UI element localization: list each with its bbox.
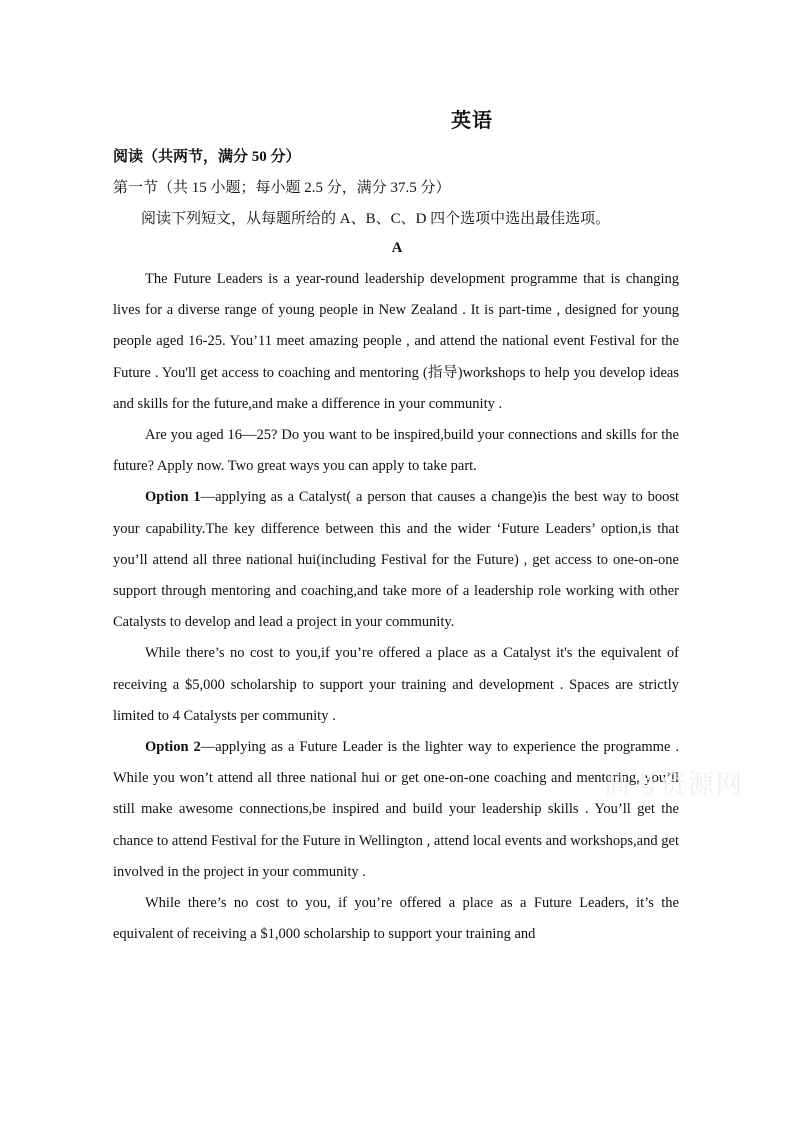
paragraph-1: The Future Leaders is a year-round leadership development programme that is changing lives for a diverse range of young people in New Zealand . It is part-time , designed for young people aged 16-25. You’11 meet amazing people , and attend the national event Festival for the Future . You'll get access to coaching and mentoring (指导)workshops to help you develop ideas and skills for the future,and make a difference in your community . bbox=[113, 271, 679, 412]
passage-body bbox=[113, 264, 679, 950]
option-2-label: Option 2 bbox=[145, 739, 201, 756]
page-title: 英语 bbox=[451, 110, 493, 132]
section-heading: 阅读（共两节，满分 50 分） bbox=[113, 149, 301, 165]
option-1-text: —applying as a Catalyst( a person that causes a change)is the best way to boost your capability.The key difference between this and the wider ‘Future Leaders’ option,is that you’ll attend all three national hui(including Festival for the Future) , get access to one-on-one support through mentoring and coaching,and take more of a leadership role working with other Catalysts to develop and lead a project in your community. bbox=[113, 489, 679, 631]
watermark: 高考资源网 bbox=[604, 770, 745, 800]
paragraph-5 bbox=[113, 732, 679, 888]
paragraph-4: While there’s no cost to you,if you’re offered a place as a Catalyst it's the equivalent of receiving a $5,000 scholarship to support your training and development . Spaces are strictly limited to 4 Catalysts per community . bbox=[113, 645, 679, 724]
instruction-text: 阅读下列短文，从每题所给的 A、B、C、D 四个选项中选出最佳选项。 bbox=[141, 211, 611, 227]
option-2-text: —applying as a Future Leader is the lighter way to experience the programme . While you won’t attend all three national hui or get one-on-one coaching and mentoring, you’ll still make awesome connections,be inspired and build your leadership skills . You’ll get the chance to attend Festival for the Future in Wellington , attend local events and workshops,and get involved in the project in your community . bbox=[113, 739, 679, 880]
paragraph-3 bbox=[113, 482, 679, 638]
passage-label: A bbox=[391, 240, 403, 256]
option-1-label: Option 1 bbox=[145, 489, 201, 506]
paragraph-2: Are you aged 16—25? Do you want to be inspired,build your connections and skills for the future? Apply now. Two great ways you can apply to take part. bbox=[113, 427, 679, 475]
part-heading: 第一节（共 15 小题；每小题 2.5 分，满分 37.5 分） bbox=[113, 180, 451, 196]
paragraph-6: While there’s no cost to you, if you’re offered a place as a Future Leaders, it’s the equivalent of receiving a $1,000 scholarship to support your training and bbox=[113, 895, 679, 943]
